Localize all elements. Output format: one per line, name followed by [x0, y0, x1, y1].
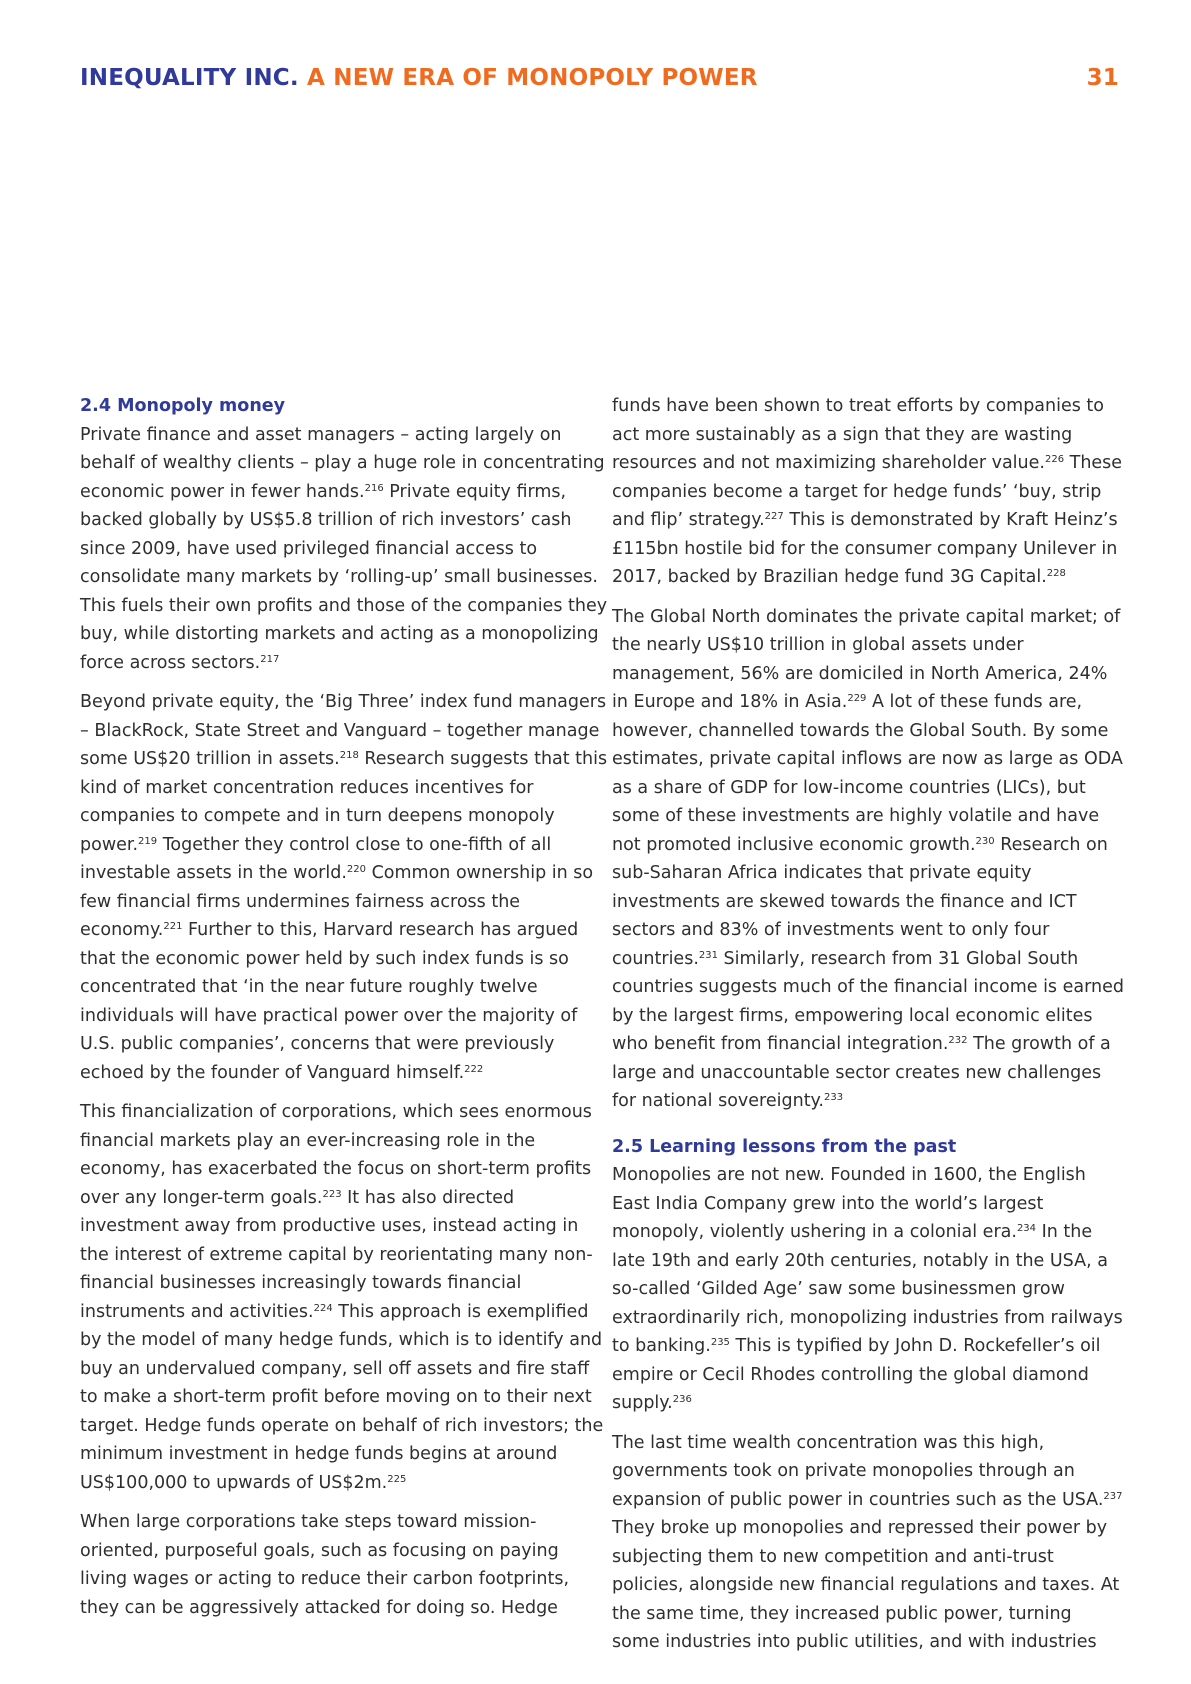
paragraph: The Global North dominates the private capital market; of the nearly US$10 trillion in global assets under management, 56% are domiciled in North America, 24% in Europe and 18% in Asia.$^{229}$ A lot of these funds are, however, channelled towards the Global South. By some estimates, private capital inflows are now as large as ODA as a share of GDP for low-income countries (LICs), but some of these investments are highly volatile and have not promoted inclusive economic growth.$^{230}$ Research on sub-Saharan Africa indicates that private equity investments are skewed towards the finance and ICT sectors and 83% of investments went to only four countries.$^{231}$ Similarly, research from 31 Global South countries suggests much of the financial income is earned by the largest firms, empowering local economic elites who benefit from financial integration.$^{232}$ The growth of a large and unaccountable sector creates new challenges for national sovereignty.$^{233}$: [612, 606, 1124, 1111]
report-title: [80, 65, 758, 91]
section-heading-2-5: 2.5 Learning lessons from the past: [612, 1136, 957, 1157]
footnote-ref: 229: [847, 693, 867, 704]
footnote-ref: 227: [764, 511, 784, 522]
footnote-ref: 223: [322, 1188, 342, 1200]
left-column: [80, 392, 610, 1633]
footnote-ref: 225: [387, 1473, 407, 1485]
paragraph: Beyond private equity, the ‘Big Three’ index fund managers – BlackRock, State Street and Vanguard – together manage some US$20 trillion in assets.$^{218}$ Research suggests that this kind of market concentration reduces incentives for companies to compete and in turn deepens monopoly power.$^{219}$ Together they control close to one-fifth of all investable assets in the world.$^{220}$ Common ownership in so few financial firms undermines fairness across the economy.$^{221}$ Further to this, Harvard research has argued that the economic power held by such index funds is so concentrated that ‘in the near future roughly twelve individuals will have practical power over the majority of U.S. public companies’, concerns that were previously echoed by the founder of Vanguard himself.$^{222}$: [80, 692, 608, 1083]
footnote-ref: 228: [1046, 568, 1066, 579]
paragraph-continued: funds have been shown to treat efforts by companies to act more sustainably as a sign that they are wasting resources and not maximizing shareholder value.$^{226}$ These companies become a target for hedge funds’ ‘buy, strip and flip’ strategy.$^{227}$ This is demonstrated by Kraft Heinz’s £115bn hostile bid for the consumer company Unilever in 2017, backed by Brazilian hedge fund 3G Capital.$^{228}$: [612, 396, 1123, 587]
page-number: 31: [1086, 65, 1119, 91]
footnote-ref: 219: [138, 835, 158, 847]
paragraph: This financialization of corporations, which sees enormous financial markets play an ever-increasing role in the economy, has exacerbated the focus on short-term profits over any longer-term goals.$^{223}$ It has also directed investment away from productive uses, instead acting in the interest of extreme capital by reorientating many non-financial businesses increasingly towards financial instruments and activities.$^{224}$ This approach is exemplified by the model of many hedge funds, which is to identify and buy an undervalued company, sell off assets and fire staff to make a short-term profit before moving on to their next target. Hedge funds operate on behalf of rich investors; the minimum investment in hedge funds begins at around US$100,000 to upwards of US$2m.$^{225}$: [80, 1102, 604, 1493]
footnote-ref: 224: [313, 1302, 333, 1314]
footnote-ref: 237: [1103, 1490, 1123, 1502]
footnote-ref: 233: [823, 1092, 844, 1103]
paragraph: Private finance and asset managers – acting largely on behalf of wealthy clients – play a huge role in concentrating economic power in fewer hands.$^{216}$ Private equity firms, backed globally by US$5.8 trillion of rich investors’ cash since 2009, have used privileged financial access to consolidate many markets by ‘rolling-up’ small businesses. This fuels their own profits and those of the companies they buy, while distorting markets and acting as a monopolizing force across sectors.$^{217}$: [80, 424, 608, 673]
footnote-ref: 235: [710, 1337, 730, 1348]
footnote-ref: 230: [975, 835, 995, 847]
footnote-ref: 220: [346, 864, 366, 875]
footnote-ref: 217: [260, 653, 280, 665]
paragraph: Monopolies are not new. Founded in 1600, the English East India Company grew into the world’s largest monopoly, violently ushering in a colonial era.$^{234}$ In the late 19th and early 20th centuries, notably in the USA, a so-called ‘Gilded Age’ saw some businessmen grow extraordinarily rich, monopolizing industries from railways to banking.$^{235}$ This is typified by John D. Rockefeller’s oil empire or Cecil Rhodes controlling the global diamond supply.$^{236}$: [612, 1165, 1123, 1413]
paragraph: The last time wealth concentration was this high, governments took on private monopolies through an expansion of public power in countries such as the USA.$^{237}$ They broke up monopolies and repressed their power by subjecting them to new competition and anti-trust policies, alongside new financial regulations and taxes. At the same time, they increased public power, turning some industries into public utilities, and with industries: [612, 1432, 1123, 1652]
report-title-brand: INEQUALITY INC.: [80, 65, 299, 91]
footnote-ref: 222: [464, 1063, 484, 1075]
footnote-ref: 216: [364, 482, 384, 494]
paragraph: When large corporations take steps toward mission-oriented, purposeful goals, such as focusing on paying living wages or acting to reduce their carbon footprints, they can be aggressively attacked for doing so. Hedge: [80, 1512, 570, 1618]
page-header: [80, 58, 1119, 98]
footnote-ref: 221: [163, 921, 183, 932]
footnote-ref: 234: [1016, 1223, 1037, 1234]
footnote-ref: 226: [1044, 454, 1065, 465]
section-heading-2-4: 2.4 Monopoly money: [80, 396, 286, 416]
footnote-ref: 218: [339, 750, 359, 761]
footnote-ref: 236: [672, 1394, 692, 1405]
footnote-ref: 232: [948, 1035, 968, 1046]
report-title-subtitle: A NEW ERA OF MONOPOLY POWER: [307, 65, 758, 91]
footnote-ref: 231: [698, 949, 718, 961]
right-column: [612, 392, 1124, 1668]
